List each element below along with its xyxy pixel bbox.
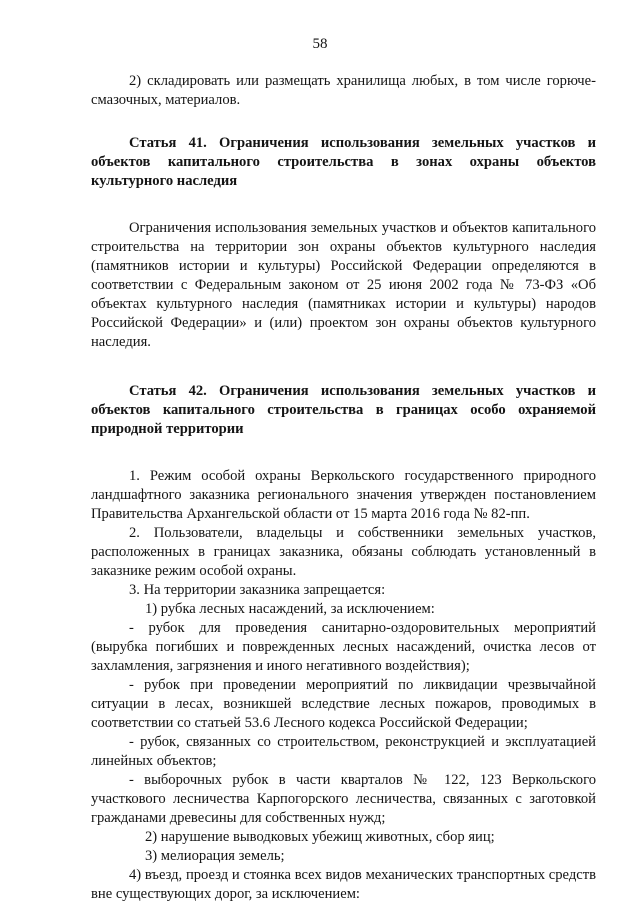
article-42-heading: Статья 42. Ограничения использования земельных участков и объектов капитального строительства в границах особо охраняемой природной территории	[91, 383, 596, 437]
article-42-paragraph-1: 1. Режим особой охраны Веркольского государственного природного ландшафтного заказника регионального значения утвержден постановлением Правительства Архангельской области от 15 марта 2016 года № 82-пп.	[91, 468, 596, 522]
article-41-text: Ограничения использования земельных участков и объектов капитального строительства на территории зон охраны объектов культурного наследия (памятников истории и культуры) Российской Федерации определяются в соответствии с Федеральным законом от 25 июня 2002 года № 73-ФЗ «Об объектах культурного наследия (памятниках истории и культуры) народов Российской Федерации» и (или) проектом зон охраны объектов культурного наследия.	[91, 220, 596, 350]
article-42-paragraph-3: 3. На территории заказника запрещается:	[129, 582, 386, 598]
list-item-2: 2) нарушение выводковых убежищ животных, сбор яиц;	[145, 829, 495, 845]
list-item-3: 3) мелиорация земель;	[145, 848, 285, 864]
document-body	[91, 72, 596, 904]
list-dash-1: - рубок для проведения санитарно-оздоровительных мероприятий (вырубка погибших и поврежденных лесных насаждений, очистка лесов от захламления, загрязнения и иного негативного воздействия);	[91, 620, 596, 674]
list-dash-2: - рубок при проведении мероприятий по ликвидации чрезвычайной ситуации в лесах, возникшей вследствие лесных пожаров, проводимых в соответствии со статьей 53.6 Лесного кодекса Российской Федерации;	[91, 677, 596, 731]
paragraph-item-2: 2) складировать или размещать хранилища любых, в том числе горюче-смазочных, материалов.	[91, 73, 596, 108]
list-dash-3: - рубок, связанных со строительством, реконструкцией и эксплуатацией линейных объектов;	[91, 734, 596, 769]
list-item-4: 4) въезд, проезд и стоянка всех видов механических транспортных средств вне существующих дорог, за исключением:	[91, 867, 596, 902]
list-item-1: 1) рубка лесных насаждений, за исключением:	[145, 601, 435, 617]
article-41-heading: Статья 41. Ограничения использования земельных участков и объектов капитального строительства в зонах охраны объектов культурного наследия	[91, 135, 596, 189]
page-number: 58	[312, 36, 328, 52]
list-dash-4: - выборочных рубок в части кварталов № 122, 123 Веркольского участкового лесничества Карпогорского лесничества, связанных с заготовкой гражданами древесины для собственных нужд;	[91, 772, 596, 826]
article-42-paragraph-2: 2. Пользователи, владельцы и собственники земельных участков, расположенных в границах заказника, обязаны соблюдать установленный в заказнике режим особой охраны.	[91, 525, 596, 579]
